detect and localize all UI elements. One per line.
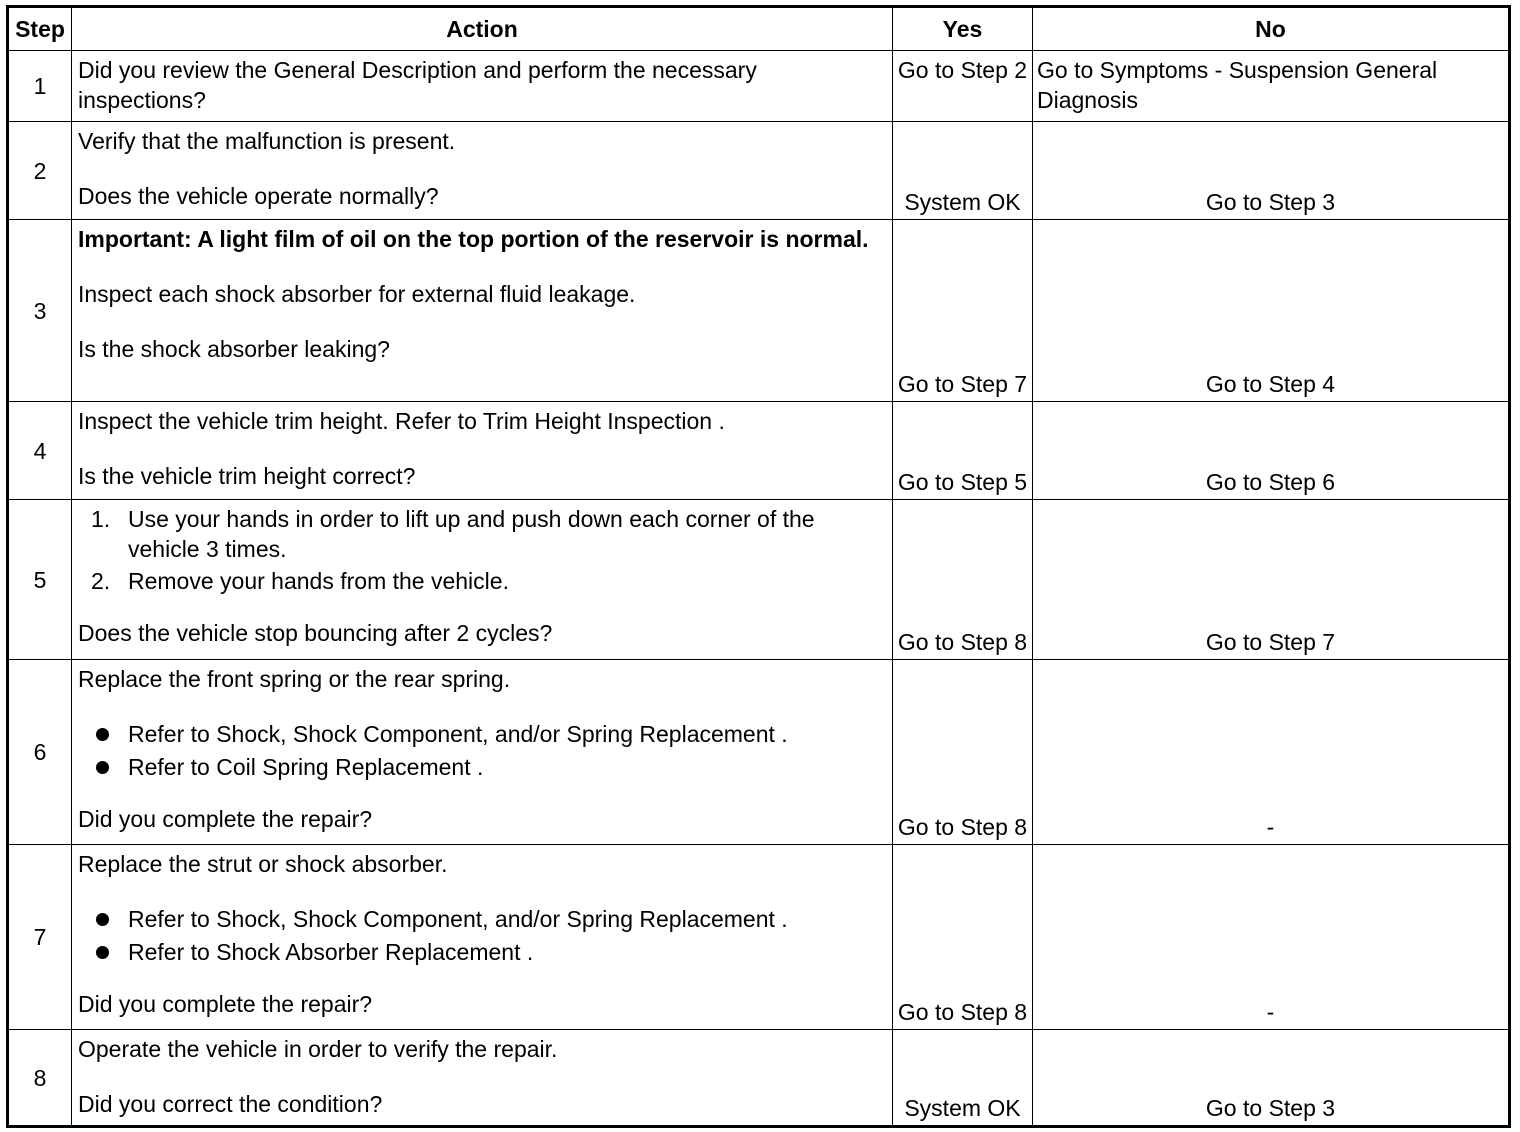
table-row (8, 500, 1510, 660)
yes-cell: Go to Step 7 (893, 220, 1033, 402)
action-cell (72, 845, 893, 1030)
header-no: No (1033, 7, 1510, 51)
action-cell (72, 1030, 893, 1127)
action-question: Does the vehicle operate normally? (78, 183, 439, 209)
action-cell (72, 660, 893, 845)
yes-cell: Go to Step 8 (893, 845, 1033, 1030)
no-cell: Go to Step 3 (1033, 1030, 1510, 1127)
action-cell (72, 51, 893, 122)
list-item (78, 937, 886, 967)
yes-cell: Go to Step 8 (893, 500, 1033, 660)
action-text: Replace the front spring or the rear spring. (78, 666, 511, 692)
table-row (8, 1030, 1510, 1127)
table-row (8, 402, 1510, 500)
table-row (8, 845, 1510, 1030)
list-item (78, 752, 886, 782)
table-row (8, 122, 1510, 220)
action-text: Operate the vehicle in order to verify the repair. (78, 1036, 558, 1062)
header-yes: Yes (893, 7, 1033, 51)
list-number: 2. (91, 568, 111, 594)
table-row (8, 51, 1510, 122)
action-text: Inspect each shock absorber for external fluid leakage. (78, 281, 636, 307)
diagnostic-table (6, 5, 1511, 1128)
header-row (8, 7, 1510, 51)
step-number: 8 (8, 1030, 72, 1127)
yes-cell: Go to Step 8 (893, 660, 1033, 845)
no-cell: Go to Step 7 (1033, 500, 1510, 660)
no-cell: Go to Step 4 (1033, 220, 1510, 402)
list-item (78, 504, 886, 564)
action-question: Is the shock absorber leaking? (78, 336, 390, 362)
numbered-list (78, 504, 886, 596)
yes-cell: System OK (893, 1030, 1033, 1127)
bullet-icon (96, 728, 109, 741)
action-question: Did you complete the repair? (78, 991, 373, 1017)
header-action: Action (72, 7, 893, 51)
yes-cell: Go to Step 5 (893, 402, 1033, 500)
step-number: 2 (8, 122, 72, 220)
no-cell: Go to Symptoms - Suspension General Diagnosis (1033, 51, 1510, 122)
action-question: Does the vehicle stop bouncing after 2 cycles? (78, 620, 553, 646)
bullet-icon (96, 913, 109, 926)
no-cell: Go to Step 3 (1033, 122, 1510, 220)
list-text: Refer to Coil Spring Replacement . (128, 754, 484, 780)
table-row (8, 660, 1510, 845)
header-step: Step (8, 7, 72, 51)
list-text: Use your hands in order to lift up and push down each corner of the vehicle 3 times. (128, 506, 815, 562)
list-text: Refer to Shock, Shock Component, and/or Spring Replacement . (128, 721, 788, 747)
list-text: Refer to Shock, Shock Component, and/or Spring Replacement . (128, 906, 788, 932)
list-number: 1. (91, 506, 111, 532)
bullet-list (78, 904, 886, 967)
action-cell (72, 402, 893, 500)
list-item (78, 719, 886, 749)
list-item (78, 566, 886, 596)
step-number: 6 (8, 660, 72, 845)
no-cell: - (1033, 845, 1510, 1030)
list-item (78, 904, 886, 934)
bullet-list (78, 719, 886, 782)
step-number: 3 (8, 220, 72, 402)
action-cell (72, 220, 893, 402)
yes-cell: System OK (893, 122, 1033, 220)
important-note: Important: A light film of oil on the top portion of the reservoir is normal. (78, 226, 869, 252)
action-question: Did you complete the repair? (78, 806, 373, 832)
action-question: Is the vehicle trim height correct? (78, 463, 416, 489)
list-text: Remove your hands from the vehicle. (128, 568, 509, 594)
action-text: Inspect the vehicle trim height. Refer to Trim Height Inspection . (78, 408, 725, 434)
action-text: Did you review the General Description and perform the necessary inspections? (78, 57, 757, 113)
bullet-icon (96, 946, 109, 959)
no-cell: Go to Step 6 (1033, 402, 1510, 500)
yes-cell: Go to Step 2 (893, 51, 1033, 122)
action-question: Did you correct the condition? (78, 1091, 383, 1117)
no-cell: - (1033, 660, 1510, 845)
step-number: 4 (8, 402, 72, 500)
list-text: Refer to Shock Absorber Replacement . (128, 939, 534, 965)
bullet-icon (96, 761, 109, 774)
step-number: 7 (8, 845, 72, 1030)
step-number: 5 (8, 500, 72, 660)
action-cell (72, 500, 893, 660)
step-number: 1 (8, 51, 72, 122)
action-text: Replace the strut or shock absorber. (78, 851, 448, 877)
action-text: Verify that the malfunction is present. (78, 128, 456, 154)
action-cell (72, 122, 893, 220)
table-row (8, 220, 1510, 402)
